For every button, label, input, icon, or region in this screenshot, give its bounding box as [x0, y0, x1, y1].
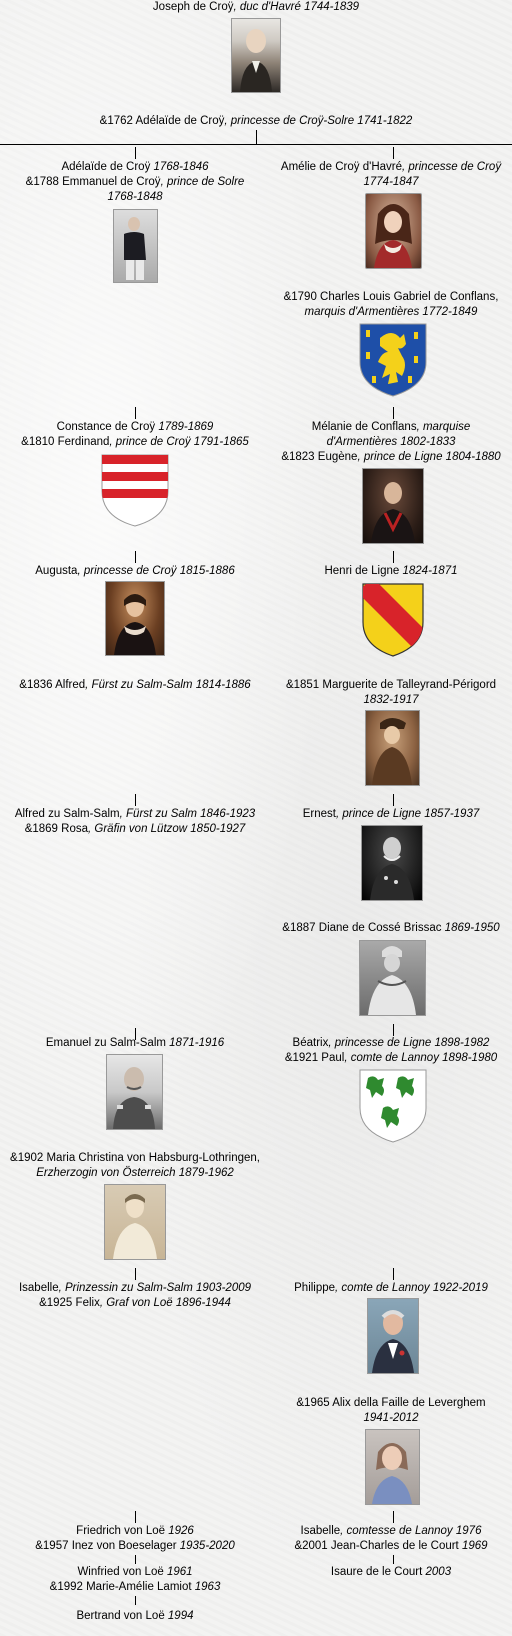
portrait — [113, 209, 158, 283]
right-gen3-spouse — [270, 678, 512, 708]
portrait — [362, 468, 424, 544]
ampersand: & — [281, 451, 289, 463]
person-dates: 1815-1886 — [176, 565, 235, 577]
person-dates: 1857-1937 — [421, 808, 480, 820]
spouse-title: , prince de Croÿ — [109, 436, 191, 448]
person-dates: 1768-1846 — [150, 161, 209, 173]
person-name: Philippe — [294, 1282, 336, 1294]
person-name: Mélanie de Conflans — [311, 421, 417, 433]
marriage-year: 1992 — [57, 1581, 83, 1593]
person-dates: 1774-1847 — [363, 176, 419, 188]
spouse-title: , prince de Solre — [160, 176, 245, 188]
portrait — [367, 1298, 419, 1374]
marriage-year: 1810 — [28, 436, 55, 448]
marriage-year: 1823 — [288, 451, 315, 463]
spouse-title: , Graf von Loë — [99, 1297, 173, 1309]
coat-of-arms — [358, 1068, 428, 1144]
spouse-dates: 1896-1944 — [172, 1297, 231, 1309]
spouse-title: , Fürst zu Salm-Salm — [85, 679, 193, 691]
person-name: Augusta — [35, 565, 78, 577]
spouse-name: Alix della Faille de Leverghem — [329, 1397, 486, 1409]
portrait — [365, 1429, 420, 1505]
person-dates: 1994 — [164, 1610, 194, 1622]
spouse-name: Rosa — [57, 823, 89, 835]
connector — [135, 1268, 136, 1280]
person-dates: 1789-1869 — [155, 421, 214, 433]
connector — [135, 1596, 136, 1605]
connector — [393, 1511, 394, 1523]
marriage-year: 1851 — [293, 679, 320, 691]
person-title-cont: d'Armentières — [326, 436, 398, 448]
ampersand: & — [19, 679, 27, 691]
person-title: , princesse de Croÿ — [402, 161, 502, 173]
marriage-year: 1902 — [17, 1152, 44, 1164]
coat-of-arms — [361, 582, 425, 658]
person-name: Isabelle — [300, 1525, 341, 1537]
portrait — [105, 581, 165, 656]
connector — [135, 407, 136, 419]
spouse-title: Erzherzogin von Österreich — [36, 1167, 176, 1179]
person-dates: 1976 — [452, 1525, 482, 1537]
spouse-dates: 1791-1865 — [190, 436, 249, 448]
left-gen5-spouse — [0, 1151, 270, 1181]
connector — [135, 1511, 136, 1523]
portrait — [359, 940, 426, 1016]
person-name: Constance de Croÿ — [56, 421, 156, 433]
connector — [393, 1268, 394, 1280]
right-gen2 — [270, 420, 512, 465]
spouse-dates: 1772-1849 — [419, 306, 478, 318]
ampersand: & — [10, 1152, 18, 1164]
marriage-year: 1925 — [46, 1297, 73, 1309]
portrait — [361, 825, 423, 901]
person-name: Alfred zu Salm-Salm — [14, 808, 120, 820]
spouse-dates: 1832-1917 — [363, 694, 419, 706]
right-gen5 — [270, 1036, 512, 1066]
spouse-name: Inez von Boeselager — [68, 1540, 177, 1552]
left-gen4 — [0, 807, 270, 837]
person-title: , Prinzessin zu Salm-Salm — [58, 1282, 193, 1294]
spouse-title: , comte de Lannoy — [344, 1052, 439, 1064]
left-gen8 — [0, 1565, 270, 1595]
portrait — [106, 1054, 163, 1130]
connector — [135, 1555, 136, 1564]
spouse-title: , Gräfin von Lützow — [88, 823, 188, 835]
spouse-dates: 1741-1822 — [354, 115, 413, 127]
ampersand: & — [285, 679, 294, 691]
right-gen8 — [270, 1565, 512, 1580]
connector — [135, 147, 136, 159]
person-name: Bertrand von Loë — [76, 1610, 165, 1622]
right-gen4 — [270, 807, 512, 822]
person-dates: 1846-1923 — [196, 808, 256, 820]
connector — [256, 130, 257, 144]
spouse-name: Diane de Cossé Brissac — [315, 922, 442, 934]
person-name: Isabelle — [18, 1282, 59, 1294]
spouse-name: Charles Louis Gabriel de Conflans, — [316, 291, 499, 303]
left-gen2 — [0, 420, 270, 450]
coat-of-arms — [358, 322, 428, 398]
left-gen3-spouse — [0, 678, 270, 693]
connector — [393, 1555, 394, 1564]
left-gen3 — [0, 564, 270, 579]
spouse-name: Ferdinand — [54, 436, 110, 448]
person-name: Amélie de Croÿ d'Havré — [280, 161, 402, 173]
ampersand: & — [282, 922, 290, 934]
spouse-name: Alfred — [52, 679, 86, 691]
person-name: Joseph de Croÿ — [152, 1, 234, 13]
marriage-year: 1762 — [107, 115, 133, 127]
person-dates: 1802-1833 — [397, 436, 456, 448]
spouse-name: Adélaïde de Croÿ — [132, 115, 225, 127]
connector — [393, 1024, 394, 1036]
left-gen7 — [0, 1524, 270, 1554]
coat-of-arms — [100, 453, 170, 528]
right-gen1 — [270, 160, 512, 190]
spouse-name: Emmanuel de Croÿ — [58, 176, 161, 188]
person-title: , comtesse de Lannoy — [340, 1525, 453, 1537]
person-dates: 2003 — [422, 1566, 452, 1578]
portrait — [365, 710, 420, 786]
person-title: , princesse de Croÿ — [77, 565, 177, 577]
ampersand: & — [35, 1540, 43, 1552]
spouse-dates: 1963 — [191, 1581, 221, 1593]
spouse-name: Marie-Amélie Lamiot — [82, 1581, 192, 1593]
spouse-name: Marguerite de Talleyrand-Périgord — [319, 679, 497, 691]
spouse-name: Maria Christina von Habsburg-Lothringen, — [43, 1152, 260, 1164]
person-name: Adélaïde de Croÿ — [61, 161, 151, 173]
root-spouse — [0, 114, 512, 129]
ampersand: & — [283, 291, 292, 303]
ampersand: & — [21, 436, 29, 448]
ampersand: & — [39, 1297, 47, 1309]
left-gen5 — [0, 1036, 270, 1051]
marriage-year: 1788 — [33, 176, 59, 188]
spouse-name: Jean-Charles de le Court — [327, 1540, 459, 1552]
ampersand: & — [296, 1397, 305, 1409]
spouse-title: , princesse de Croÿ-Solre — [224, 115, 355, 127]
spouse-dates: 1850-1927 — [187, 823, 246, 835]
left-gen6 — [0, 1281, 270, 1311]
person-name: Winfried von Loë — [77, 1566, 164, 1578]
right-gen3 — [270, 564, 512, 579]
connector — [135, 794, 136, 806]
root-portrait — [231, 18, 281, 93]
spouse-dates: 1768-1848 — [107, 191, 163, 203]
right-gen1-spouse — [270, 290, 512, 320]
ampersand: & — [284, 1052, 293, 1064]
spouse-dates: 1898-1980 — [438, 1052, 498, 1064]
person-title: , marquise — [416, 421, 471, 433]
person-title: , prince de Ligne — [336, 808, 422, 820]
person-dates: 1898-1982 — [431, 1037, 490, 1049]
right-gen7 — [270, 1524, 512, 1554]
spouse-dates: 1969 — [458, 1540, 488, 1552]
person-name: Henri de Ligne — [324, 565, 400, 577]
person-title: , duc d'Havré — [233, 1, 301, 13]
person-name: Isaure de le Court — [330, 1566, 423, 1578]
person-title: , Fürst zu Salm — [119, 808, 197, 820]
person-dates: 1871-1916 — [165, 1037, 225, 1049]
marriage-year: 1790 — [291, 291, 317, 303]
ampersand: & — [49, 1581, 58, 1593]
person-dates: 1926 — [165, 1525, 194, 1537]
spouse-dates: 1869-1950 — [441, 922, 500, 934]
person-name: Friedrich von Loë — [76, 1525, 166, 1537]
marriage-year: 1887 — [289, 922, 316, 934]
person-title: , princesse de Ligne — [328, 1037, 432, 1049]
ampersand: & — [25, 176, 34, 188]
spouse-dates: 1941-2012 — [363, 1412, 419, 1424]
ampersand: & — [24, 823, 33, 835]
marriage-year: 1921 — [292, 1052, 319, 1064]
person-name: Béatrix — [292, 1037, 329, 1049]
spouse-dates: 1879-1962 — [175, 1167, 234, 1179]
left-gen1 — [0, 160, 270, 205]
connector — [0, 144, 512, 145]
portrait — [104, 1184, 166, 1260]
marriage-year: 2001 — [302, 1540, 328, 1552]
marriage-year: 1965 — [304, 1397, 330, 1409]
ampersand: & — [99, 115, 108, 127]
person-dates: 1903-2009 — [192, 1282, 252, 1294]
connector — [393, 147, 394, 159]
right-gen6-spouse — [270, 1396, 512, 1426]
spouse-name: Felix — [72, 1297, 100, 1309]
connector — [393, 407, 394, 419]
marriage-year: 1957 — [42, 1540, 69, 1552]
spouse-title: , prince de Ligne — [357, 451, 443, 463]
right-gen6 — [270, 1281, 512, 1296]
spouse-name: Eugène — [314, 451, 358, 463]
person-name: Ernest — [302, 808, 336, 820]
connector — [135, 551, 136, 563]
person-dates: 1961 — [163, 1566, 193, 1578]
spouse-dates: 1804-1880 — [442, 451, 501, 463]
spouse-dates: 1814-1886 — [192, 679, 251, 691]
marriage-year: 1836 — [26, 679, 53, 691]
left-gen9 — [0, 1609, 270, 1624]
person-dates: 1744-1839 — [300, 1, 360, 13]
right-gen4-spouse — [270, 921, 512, 936]
connector — [393, 794, 394, 806]
spouse-dates: 1935-2020 — [176, 1540, 235, 1552]
ampersand: & — [294, 1540, 303, 1552]
person-title: , comte de Lannoy — [335, 1282, 430, 1294]
person-dates: 1922-2019 — [429, 1282, 488, 1294]
person-name: Emanuel zu Salm-Salm — [45, 1037, 166, 1049]
portrait — [365, 193, 422, 269]
connector — [393, 551, 394, 563]
spouse-title: marquis d'Armentières — [304, 306, 420, 318]
person-dates: 1824-1871 — [399, 565, 458, 577]
marriage-year: 1869 — [32, 823, 58, 835]
root-person — [0, 0, 512, 15]
spouse-name: Paul — [318, 1052, 345, 1064]
